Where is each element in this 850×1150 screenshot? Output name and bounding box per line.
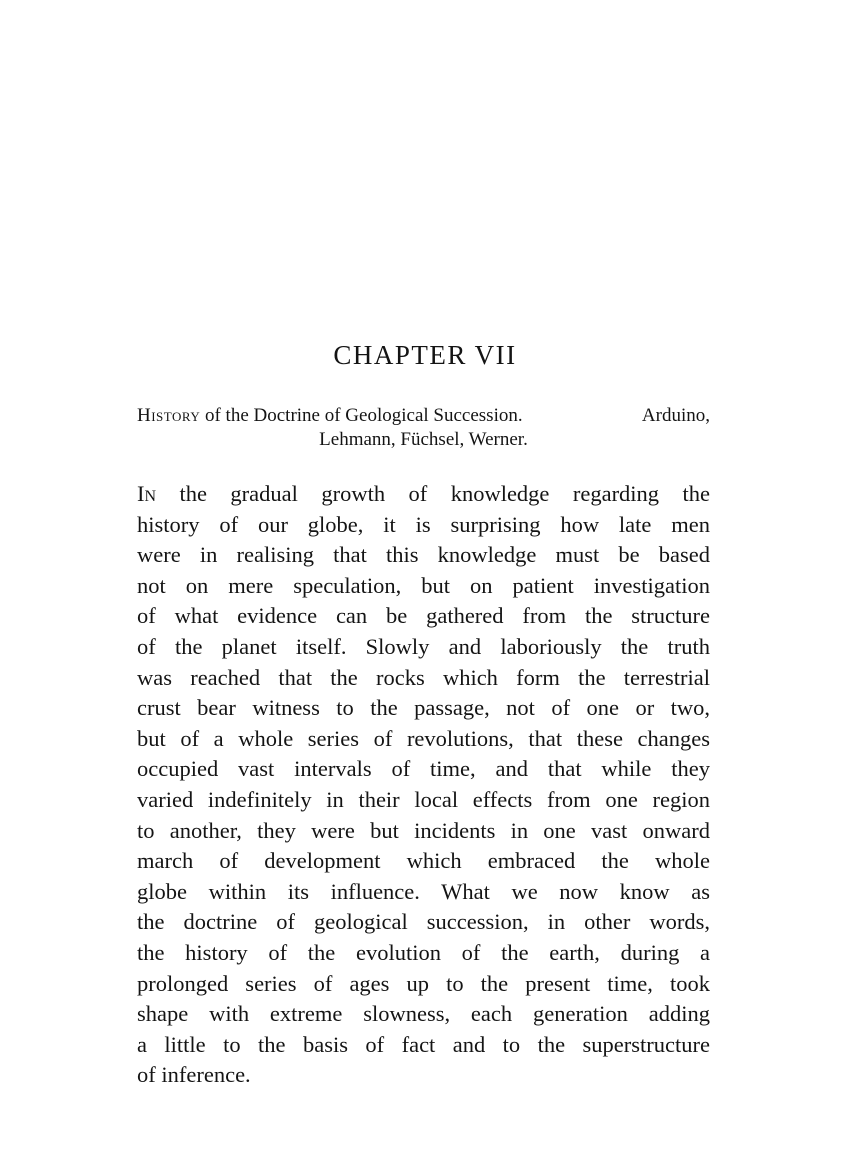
body-line-7: was reached that the rocks which form the terrestrial	[137, 664, 710, 690]
body-line-18: shape with extreme slowness, each generation adding	[137, 1001, 710, 1027]
body-line-1	[137, 479, 710, 510]
body-line-12: to another, they were but incidents in one vast onward	[137, 817, 710, 843]
body-line-20: of inference.	[137, 1062, 251, 1088]
body-line-10: occupied vast intervals of time, and that while they	[137, 756, 710, 782]
body-line-4: not on mere speculation, but on patient investigation	[137, 572, 710, 598]
summary-line-1-mid: of the Doctrine of Geological Succession.	[204, 405, 523, 426]
body-line-11: varied indefinitely in their local effects from one region	[137, 786, 710, 812]
body-paragraph	[137, 479, 710, 1091]
body-line-1-text: the gradual growth of knowledge regarding the	[156, 481, 710, 506]
body-line-15: the doctrine of geological succession, in other words,	[137, 909, 710, 935]
opening-word: In	[137, 481, 157, 506]
body-line-14: globe within its influence. What we now know as	[137, 878, 710, 904]
body-line-5: of what evidence can be gathered from the structure	[137, 603, 710, 629]
body-line-17: prolonged series of ages up to the present time, took	[137, 970, 710, 996]
body-line-9: but of a whole series of revolutions, that these changes	[137, 725, 710, 751]
body-line-6: of the planet itself. Slowly and laboriously the truth	[137, 633, 710, 659]
body-line-3: were in realising that this knowledge must be based	[137, 542, 710, 568]
body-line-8: crust bear witness to the passage, not of one or two,	[137, 695, 710, 721]
summary-lead-word: History	[137, 405, 201, 426]
chapter-title: CHAPTER VII	[333, 340, 517, 370]
body-line-13: march of development which embraced the whole	[137, 848, 710, 874]
body-line-2: history of our globe, it is surprising how late men	[137, 511, 710, 537]
summary-line-1	[137, 404, 710, 428]
body-line-16: the history of the evolution of the earth, during a	[137, 939, 710, 965]
summary-line-1-end: Arduino,	[641, 405, 710, 426]
chapter-summary	[137, 404, 710, 452]
summary-line-1-main	[137, 404, 523, 428]
summary-line-2: Lehmann, Füchsel, Werner.	[319, 429, 528, 450]
body-line-19: a little to the basis of fact and to the superstructure	[137, 1031, 710, 1057]
